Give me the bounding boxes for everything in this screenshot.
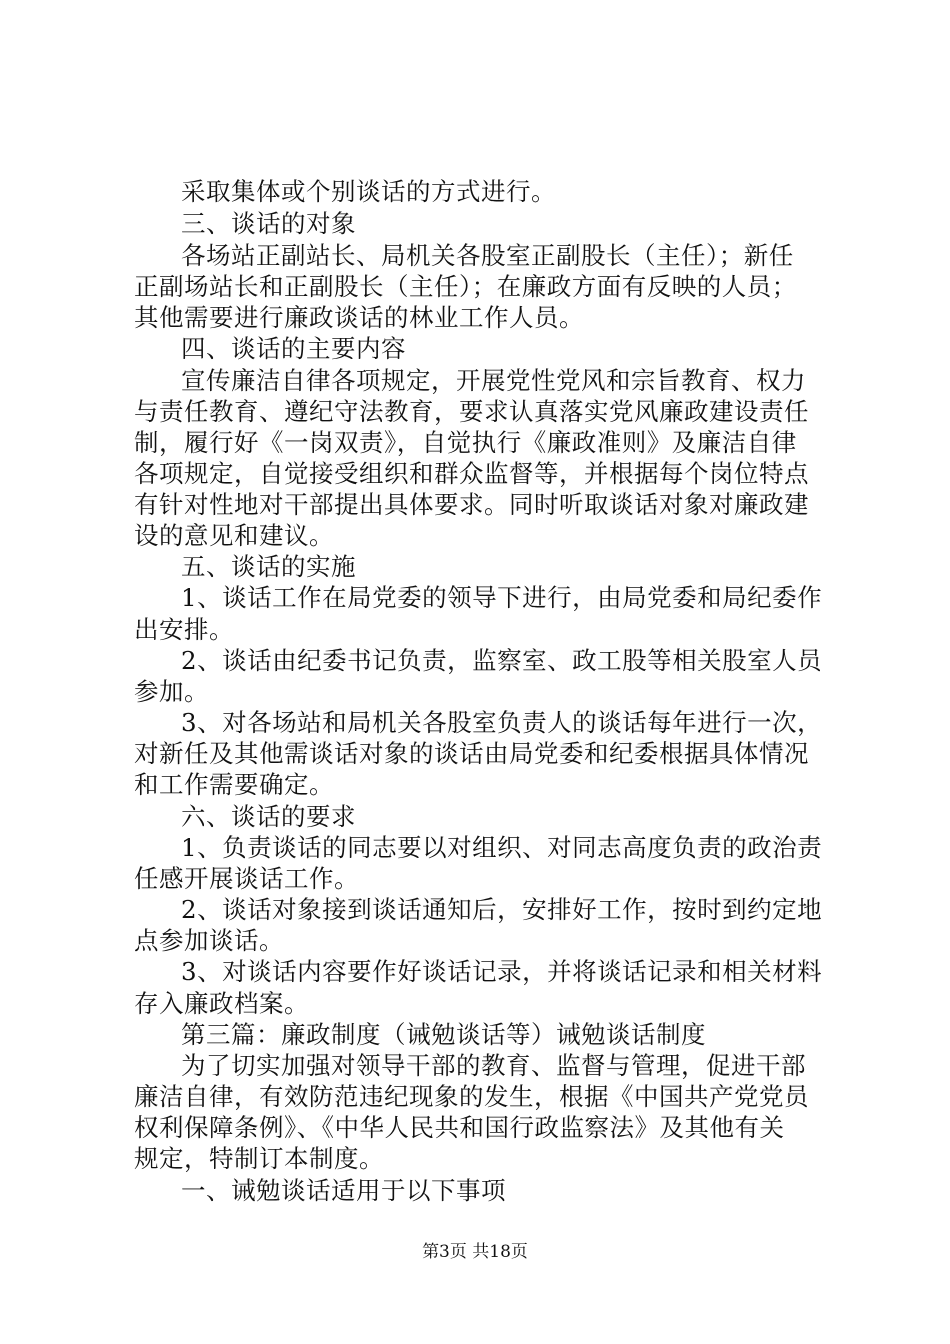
- text-line: 1、谈话工作在局党委的领导下进行，由局党委和局纪委作: [181, 583, 823, 612]
- text-line: 为了切实加强对领导干部的教育、监督与管理，促进干部: [181, 1051, 806, 1080]
- text-line: 其他需要进行廉政谈话的林业工作人员。: [134, 303, 584, 332]
- section-heading: 三、谈话的对象: [181, 209, 356, 238]
- text-line: 正副场站长和正副股长（主任）；在廉政方面有反映的人员；: [134, 272, 797, 301]
- text-line: 采取集体或个别谈话的方式进行。: [181, 177, 556, 206]
- text-line: 各项规定，自觉接受组织和群众监督等，并根据每个岗位特点: [134, 459, 809, 488]
- text-line: 规定，特制订本制度。: [134, 1144, 384, 1173]
- text-line: 参加。: [134, 677, 209, 706]
- text-line: 权利保障条例》、《中华人民共和国行政监察法》及其他有关: [134, 1113, 785, 1142]
- chapter-heading: 第三篇：廉政制度（诫勉谈话等）诫勉谈话制度: [181, 1020, 706, 1049]
- text-line: 设的意见和建议。: [134, 521, 334, 550]
- text-line: 与责任教育、遵纪守法教育，要求认真落实党风廉政建设责任: [134, 397, 809, 426]
- text-line: 宣传廉洁自律各项规定，开展党性党风和宗旨教育、权力: [181, 366, 806, 395]
- text-line: 2、谈话由纪委书记负责，监察室、政工股等相关股室人员: [181, 646, 823, 675]
- text-line: 出安排。: [134, 615, 234, 644]
- page-footer: 第3页 共18页: [422, 1242, 528, 1262]
- text-line: 1、负责谈话的同志要以对组织、对同志高度负责的政治责: [181, 833, 823, 862]
- section-heading: 四、谈话的主要内容: [181, 334, 406, 363]
- text-line: 和工作需要确定。: [134, 770, 334, 799]
- text-line: 存入廉政档案。: [134, 989, 309, 1018]
- text-line: 2、谈话对象接到谈话通知后，安排好工作，按时到约定地: [181, 895, 823, 924]
- text-line: 任感开展谈话工作。: [134, 864, 359, 893]
- section-heading: 五、谈话的实施: [181, 552, 356, 581]
- text-line: 3、对各场站和局机关各股室负责人的谈话每年进行一次，: [181, 708, 823, 737]
- section-heading: 一、诫勉谈话适用于以下事项: [181, 1176, 506, 1205]
- text-line: 制，履行好《一岗双责》，自觉执行《廉政准则》及廉洁自律: [134, 428, 797, 457]
- text-line: 有针对性地对干部提出具体要求。同时听取谈话对象对廉政建: [134, 490, 809, 519]
- text-line: 对新任及其他需谈话对象的谈话由局党委和纪委根据具体情况: [134, 739, 809, 768]
- text-line: 3、对谈话内容要作好谈话记录，并将谈话记录和相关材料: [181, 957, 823, 986]
- text-line: 廉洁自律，有效防范违纪现象的发生，根据《中国共产党党员: [134, 1082, 809, 1111]
- text-line: 各场站正副站长、局机关各股室正副股长（主任）；新任: [181, 241, 794, 270]
- section-heading: 六、谈话的要求: [181, 802, 356, 831]
- text-line: 点参加谈话。: [134, 926, 284, 955]
